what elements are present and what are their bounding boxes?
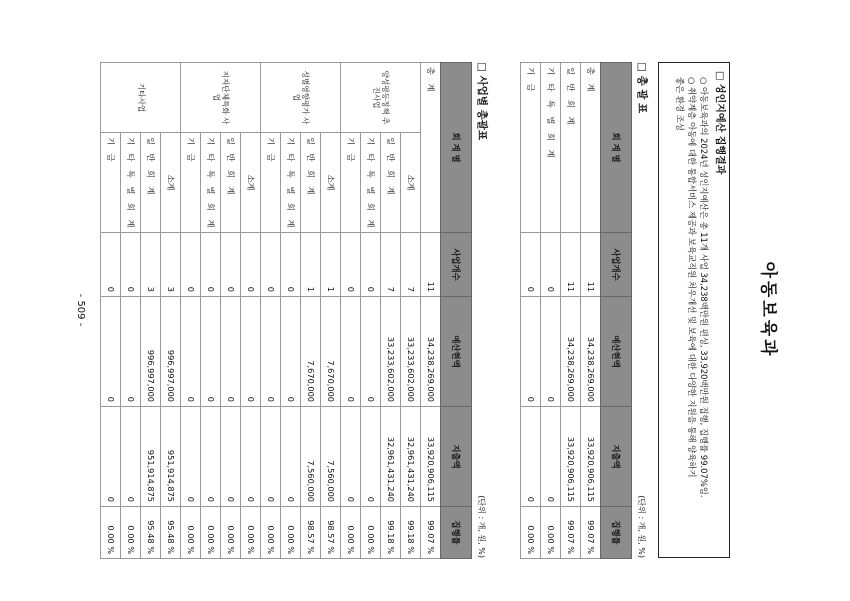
budget-cell: 34,238,269,000	[561, 297, 581, 407]
count-cell: 0	[181, 233, 201, 297]
account-cell: 총 계	[581, 63, 601, 233]
table-header-row	[441, 63, 472, 559]
general-table-unit: (단위 : 개, 원, %)	[637, 495, 646, 558]
page-title: 아동보육과	[758, 261, 778, 359]
col-header: 지출액	[441, 407, 472, 507]
table-row	[361, 63, 381, 559]
spent-cell: 951,914,875	[141, 407, 161, 507]
table-row-total	[421, 63, 441, 559]
spent-cell: 33,920,906,115	[581, 407, 601, 507]
account-cell: 일 반 회 계	[221, 133, 241, 233]
spent-cell: 32,961,431,240	[381, 407, 401, 507]
budget-cell: 33,233,602,000	[401, 297, 421, 407]
count-cell: 0	[281, 233, 301, 297]
account-cell: 소계	[321, 133, 341, 233]
spent-cell: 7,560,000	[301, 407, 321, 507]
account-cell: 기 타 특 별 회 계	[361, 133, 381, 233]
count-cell: 11	[581, 233, 601, 297]
count-cell: 11	[561, 233, 581, 297]
budget-cell: 0	[261, 297, 281, 407]
spent-cell: 0	[361, 407, 381, 507]
account-cell: 기 금	[181, 133, 201, 233]
col-header: 사업개수	[601, 233, 632, 297]
table-row	[581, 63, 601, 559]
budget-cell: 0	[241, 297, 261, 407]
account-cell: 총 계	[421, 63, 441, 233]
general-table-title: □ 총 괄 표	[636, 62, 648, 114]
table-row	[181, 63, 201, 559]
document-page	[48, 40, 778, 580]
col-header: 집행률	[441, 507, 472, 559]
account-cell: 소계	[401, 133, 421, 233]
spent-cell: 0	[121, 407, 141, 507]
col-header: 예산현액	[601, 297, 632, 407]
summary-line: 좋은 환경 조성	[674, 77, 685, 131]
rate-cell: 0.00 %	[261, 507, 281, 559]
category-cell: 성별영향평가 사업	[261, 63, 341, 133]
page-number: - 509 -	[75, 293, 86, 327]
table-row-subtotal	[321, 63, 341, 559]
account-cell: 기 금	[101, 133, 121, 233]
rate-cell: 0.00 %	[521, 507, 541, 559]
budget-cell: 0	[361, 297, 381, 407]
account-cell: 기 타 특 별 회 계	[201, 133, 221, 233]
count-cell: 0	[261, 233, 281, 297]
account-cell: 기 금	[341, 133, 361, 233]
count-cell: 0	[521, 233, 541, 297]
budget-cell: 0	[521, 297, 541, 407]
account-cell: 일 반 회 계	[381, 133, 401, 233]
table-row-subtotal	[401, 63, 421, 559]
category-cell: 지자단체특화 사업	[181, 63, 261, 133]
budget-cell: 7,670,000	[301, 297, 321, 407]
project-type-table	[100, 62, 472, 559]
spent-cell: 33,920,906,115	[421, 407, 441, 507]
budget-cell: 0	[121, 297, 141, 407]
table-header-row	[601, 63, 632, 559]
budget-cell: 0	[221, 297, 241, 407]
count-cell: 3	[161, 233, 181, 297]
spent-cell: 0	[221, 407, 241, 507]
rate-cell: 0.00 %	[201, 507, 221, 559]
budget-cell: 34,238,269,000	[421, 297, 441, 407]
budget-cell: 996,997,000	[141, 297, 161, 407]
rate-cell: 0.00 %	[221, 507, 241, 559]
budget-cell: 0	[101, 297, 121, 407]
spent-cell: 0	[521, 407, 541, 507]
rate-cell: 0.00 %	[341, 507, 361, 559]
count-cell: 0	[121, 233, 141, 297]
spent-cell: 0	[181, 407, 201, 507]
count-cell: 0	[341, 233, 361, 297]
table-row	[261, 63, 281, 559]
col-header: 사업개수	[441, 233, 472, 297]
account-cell: 일 반 회 계	[561, 63, 581, 233]
budget-cell: 0	[281, 297, 301, 407]
account-cell: 기 금	[261, 133, 281, 233]
rate-cell: 99.18 %	[381, 507, 401, 559]
table-row	[561, 63, 581, 559]
spent-cell: 0	[241, 407, 261, 507]
count-cell: 3	[141, 233, 161, 297]
rate-cell: 0.00 %	[541, 507, 561, 559]
budget-cell: 0	[181, 297, 201, 407]
col-header: 회 계 별	[601, 63, 632, 233]
budget-cell: 0	[201, 297, 221, 407]
spent-cell: 32,961,431,240	[401, 407, 421, 507]
count-cell: 7	[401, 233, 421, 297]
rate-cell: 98.57 %	[321, 507, 341, 559]
table-row	[121, 63, 141, 559]
type-table-unit: (단위 : 개, 원, %)	[477, 495, 486, 558]
rate-cell: 99.07 %	[421, 507, 441, 559]
spent-cell: 33,920,906,115	[561, 407, 581, 507]
rate-cell: 95.48 %	[141, 507, 161, 559]
table-row	[101, 63, 121, 559]
account-cell: 기 타 특 별 회 계	[281, 133, 301, 233]
summary-line: ○ 취약계층 아동에 대한 통합서비스 제공과 보육교직원 처우개선 및 보육에 대한 다양한 지원을 통해 양육하기	[686, 77, 697, 478]
count-cell: 0	[541, 233, 561, 297]
col-header: 집행률	[601, 507, 632, 559]
rate-cell: 98.57 %	[301, 507, 321, 559]
spent-cell: 0	[341, 407, 361, 507]
col-header: 지출액	[601, 407, 632, 507]
count-cell: 0	[241, 233, 261, 297]
rate-cell: 0.00 %	[281, 507, 301, 559]
summary-line: ○ 아동보육과의 2024년 성인지예산은 총 11개 사업 34,238백만원 편성, 33,920백만원 집행, 집행률 99.07%임.	[699, 77, 709, 498]
budget-cell: 0	[341, 297, 361, 407]
count-cell: 11	[421, 233, 441, 297]
account-cell: 소계	[161, 133, 181, 233]
count-cell: 0	[221, 233, 241, 297]
account-cell: 기 타 특 별 회 계	[541, 63, 561, 233]
summary-box	[658, 62, 730, 558]
col-header: 회 계 별	[441, 63, 472, 233]
rate-cell: 0.00 %	[121, 507, 141, 559]
count-cell: 7	[381, 233, 401, 297]
budget-cell: 34,238,269,000	[581, 297, 601, 407]
account-cell: 소계	[241, 133, 261, 233]
rate-cell: 0.00 %	[101, 507, 121, 559]
account-cell: 일 반 회 계	[301, 133, 321, 233]
rate-cell: 0.00 %	[361, 507, 381, 559]
count-cell: 0	[361, 233, 381, 297]
rate-cell: 95.48 %	[161, 507, 181, 559]
rate-cell: 99.07 %	[581, 507, 601, 559]
rate-cell: 0.00 %	[181, 507, 201, 559]
budget-cell: 0	[541, 297, 561, 407]
rate-cell: 0.00 %	[241, 507, 261, 559]
account-cell: 기 타 특 별 회 계	[121, 133, 141, 233]
col-header: 예산현액	[441, 297, 472, 407]
count-cell: 1	[321, 233, 341, 297]
table-row	[301, 63, 321, 559]
category-cell: 기타사업	[101, 63, 181, 133]
table-row	[201, 63, 221, 559]
table-row	[521, 63, 541, 559]
table-row	[381, 63, 401, 559]
count-cell: 1	[301, 233, 321, 297]
spent-cell: 0	[541, 407, 561, 507]
budget-cell: 7,670,000	[321, 297, 341, 407]
table-row	[141, 63, 161, 559]
spent-cell: 0	[261, 407, 281, 507]
summary-heading: □ 성인지예산 집행결과	[714, 71, 725, 175]
spent-cell: 0	[281, 407, 301, 507]
type-table-title: □ 사업별 총괄표	[476, 62, 488, 141]
count-cell: 0	[201, 233, 221, 297]
general-summary-table	[520, 62, 632, 559]
budget-cell: 996,997,000	[161, 297, 181, 407]
account-cell: 기 금	[521, 63, 541, 233]
count-cell: 0	[101, 233, 121, 297]
spent-cell: 951,914,875	[161, 407, 181, 507]
table-row	[221, 63, 241, 559]
table-row-subtotal	[241, 63, 261, 559]
spent-cell: 7,560,000	[321, 407, 341, 507]
budget-cell: 33,233,602,000	[381, 297, 401, 407]
spent-cell: 0	[101, 407, 121, 507]
spent-cell: 0	[201, 407, 221, 507]
table-row	[541, 63, 561, 559]
account-cell: 일 반 회 계	[141, 133, 161, 233]
table-row	[281, 63, 301, 559]
rate-cell: 99.07 %	[561, 507, 581, 559]
table-row	[341, 63, 361, 559]
category-cell: 양성평등정책 추진사업	[341, 63, 421, 133]
rate-cell: 99.18 %	[401, 507, 421, 559]
table-row-subtotal	[161, 63, 181, 559]
